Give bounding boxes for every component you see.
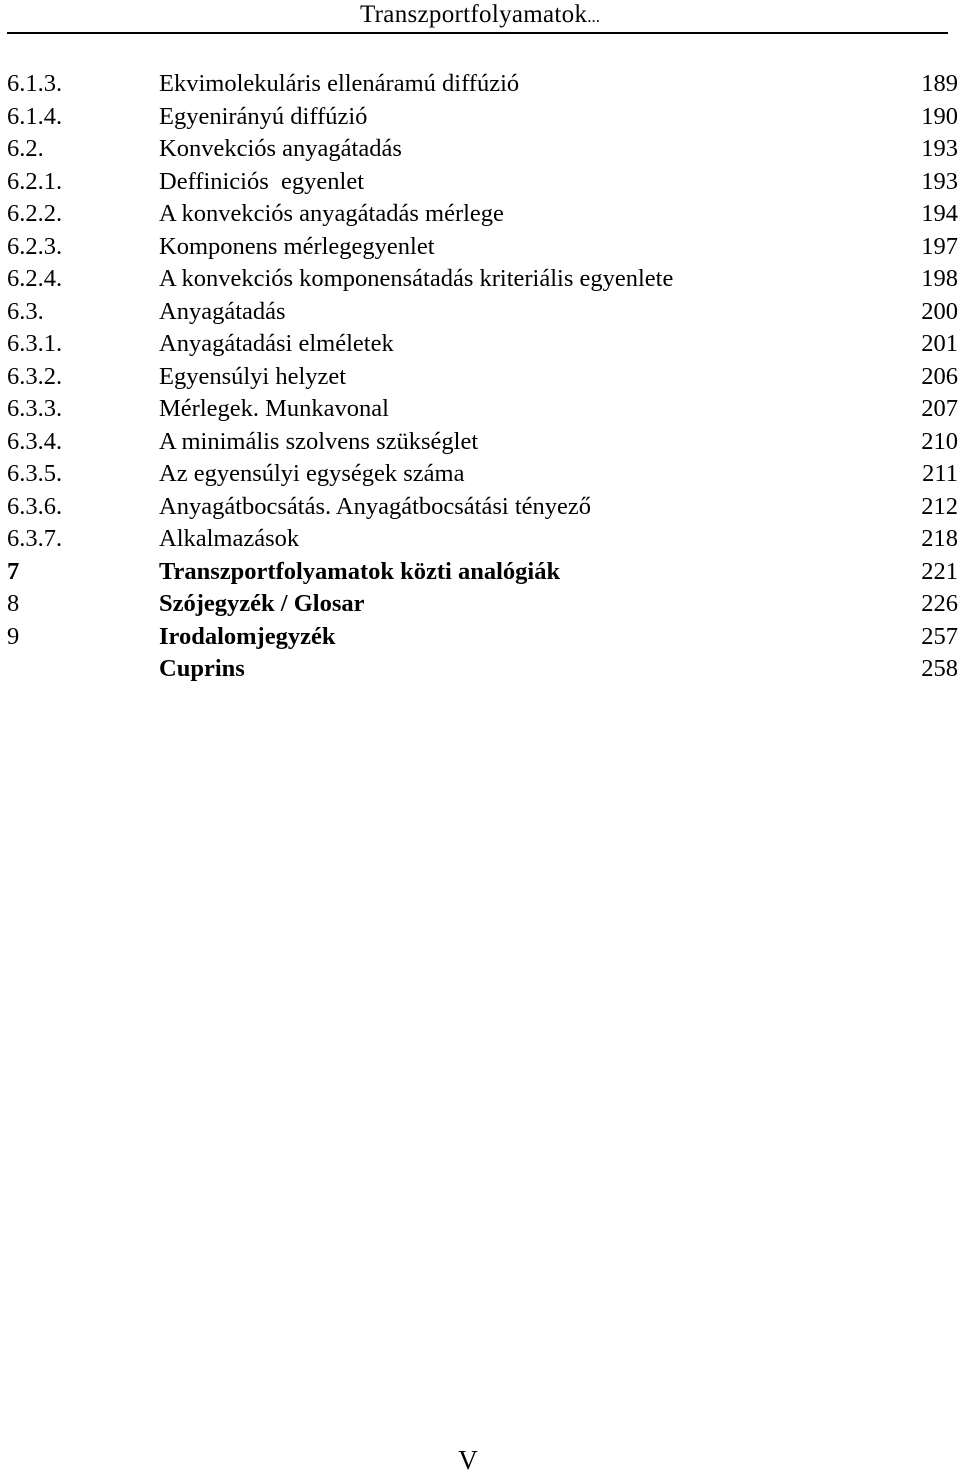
toc-entry-page: 200: [921, 297, 958, 325]
toc-entry: [0, 133, 960, 166]
toc-entry: [0, 198, 960, 231]
toc-entry: [0, 361, 960, 394]
toc-entry-number: 6.2.4.: [7, 265, 63, 292]
toc-entry: [0, 458, 960, 491]
toc-entry-page: 226: [921, 590, 958, 617]
toc-entry-number: 6.1.4.: [7, 102, 63, 130]
toc-entry-title: Egyensúlyi helyzet: [159, 362, 347, 390]
toc-entry-number: 6.3.2.: [7, 362, 63, 390]
toc-entry-number: 7: [7, 557, 20, 585]
toc-entry-number: 6.3.1.: [7, 330, 63, 357]
toc-entry-page: 194: [921, 200, 958, 227]
toc-entry-page: 218: [921, 525, 958, 552]
toc-entry-title: Irodalomjegyzék: [159, 622, 336, 650]
toc-entry-number: 9: [7, 622, 20, 650]
toc-entry: [0, 621, 960, 654]
toc-entry-number: 6.3.: [7, 297, 44, 325]
toc-entry: [0, 523, 960, 556]
toc-entry-title: Anyagátadás: [159, 297, 286, 325]
toc-entry-page: 197: [921, 232, 958, 260]
toc-entry-number: 6.2.1.: [7, 167, 63, 195]
toc-entry-title: Transzportfolyamatok közti analógiák: [159, 557, 561, 585]
toc-entry-page: 212: [921, 492, 958, 520]
toc-entry-title: Egyenirányú diffúzió: [159, 102, 368, 130]
toc-entry-title: A konvekciós komponensátadás kriteriális egyenlete: [159, 265, 674, 292]
toc-entry-number: 6.3.7.: [7, 525, 63, 552]
toc-entry-page: 201: [921, 330, 958, 357]
header-rule: [7, 32, 948, 34]
toc-entry-title: A minimális szolvens szükséglet: [159, 427, 479, 455]
toc-entry-title: Konvekciós anyagátadás: [159, 135, 402, 162]
toc-entry-title: Deffiniciós egyenlet: [159, 167, 365, 195]
toc-entry-number: 6.2.: [7, 135, 44, 162]
table-of-contents: [0, 68, 960, 686]
toc-entry-page: 190: [921, 102, 958, 130]
toc-entry: [0, 328, 960, 361]
toc-entry: [0, 491, 960, 524]
toc-entry-number: 6.2.2.: [7, 200, 63, 227]
running-header-title: Transzportfolyamatok: [359, 1, 588, 28]
toc-entry: [0, 231, 960, 264]
toc-entry-title: A konvekciós anyagátadás mérlege: [159, 200, 504, 227]
running-header: [0, 0, 960, 32]
toc-entry-number: 6.3.6.: [7, 492, 63, 520]
toc-entry: [0, 101, 960, 134]
toc-entry-title: Komponens mérlegegyenlet: [159, 232, 435, 260]
toc-entry-page: 257: [921, 622, 958, 650]
toc-entry-title: Szójegyzék / Glosar: [159, 590, 365, 617]
toc-entry-number: 6.3.4.: [7, 427, 63, 455]
toc-entry-page: 193: [921, 135, 958, 162]
toc-entry-page: 206: [921, 362, 958, 390]
toc-entry-page: 193: [921, 167, 958, 195]
page-number: V: [458, 1445, 478, 1475]
toc-entry-page: 210: [921, 427, 958, 455]
toc-entry-title: Az egyensúlyi egységek száma: [159, 460, 465, 487]
toc-entry: [0, 296, 960, 329]
toc-entry-number: 6.3.3.: [7, 395, 63, 422]
toc-entry: [0, 263, 960, 296]
toc-entry-page: 189: [921, 70, 958, 97]
toc-entry-number: 6.3.5.: [7, 460, 63, 487]
toc-entry-number: 6.1.3.: [7, 70, 63, 97]
toc-entry-title: Mérlegek. Munkavonal: [159, 395, 389, 422]
toc-entry: [0, 68, 960, 101]
toc-entry-page: 207: [921, 395, 958, 422]
running-header-ellipsis: ...: [587, 7, 600, 26]
toc-entry-page: 258: [921, 655, 958, 682]
toc-entry-page: 198: [921, 265, 958, 292]
toc-entry-title: Alkalmazások: [159, 525, 300, 552]
toc-entry-page: 211: [922, 460, 958, 487]
toc-entry: [0, 426, 960, 459]
toc-entry: [0, 588, 960, 621]
toc-entry-number: 6.2.3.: [7, 232, 63, 260]
toc-entry-page: 221: [921, 557, 958, 585]
toc-entry: [0, 653, 960, 686]
toc-entry-title: Anyagátbocsátás. Anyagátbocsátási tényező: [159, 492, 592, 520]
toc-entry-number: 8: [7, 590, 20, 617]
toc-entry: [0, 393, 960, 426]
toc-entry: [0, 166, 960, 199]
toc-entry-title: Cuprins: [159, 655, 245, 682]
toc-entry-title: Ekvimolekuláris ellenáramú diffúzió: [159, 70, 520, 97]
toc-entry-title: Anyagátadási elméletek: [159, 330, 394, 357]
toc-entry: [0, 556, 960, 589]
